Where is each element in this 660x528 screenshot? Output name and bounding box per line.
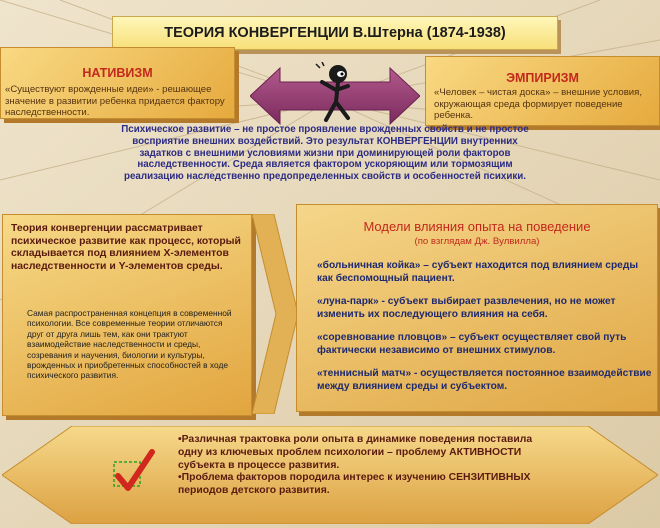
convergence-context: Самая распространенная концепция в современной психологии. Все современные теории отличаются друг от друга лишь тем, как они трактуют взаимодействие наследственности и среды, созревания и научения, биологии и культуры, врожденных и приобретенных способностей в ходе психического развития. [27,308,232,381]
convergence-theory-box [2,214,252,416]
chevron-connector-icon [252,214,298,414]
experience-models-box [296,204,658,412]
page-title: ТЕОРИЯ КОНВЕРГЕНЦИИ В.Штерна (1874-1938) [112,16,558,50]
model-item-amusement-park: «луна-парк» - субъект выбирает развлечения, но не может изменить их последующего влияния на себя. [317,296,616,320]
empiricism-heading: ЭМПИРИЗМ [506,71,579,85]
conclusion-line-sensitive: •Проблема факторов породила интерес к изучению СЕНЗИТИВНЫХ периодов детского развития. [178,472,531,497]
conclusion-text [178,434,538,498]
checkmark-icon [106,448,158,498]
empiricism-box [425,56,660,126]
empiricism-text: «Человек – чистая доска» – внешние условия, окружающая среда формирует поведение ребенка. [434,87,643,121]
models-heading: Модели влияния опыта на поведение [363,219,591,234]
model-item-hospital-bed: «больничная койка» – субъект находится под влиянием среды как беспомощный пациент. [317,260,639,284]
models-subheading: (по взглядам Дж. Вулвилла) [414,236,540,247]
model-item-tennis: «теннисный матч» - осуществляется постоянное взаимодействие между влиянием среды и субъектом. [317,368,652,392]
nativism-box [0,47,235,119]
convergence-definition: Теория конвергенции рассматривает психическое развитие как процесс, который складывается под влиянием Х-элементов наследственности и Y-элементов среды. [11,223,241,272]
nativism-heading: НАТИВИЗМ [82,66,153,80]
central-explanation: Психическое развитие – не простое проявление врожденных свойств и не простое восприятие внешних воздействий. Это результат КОНВЕРГЕНЦИИ внутренних задатков с внешними условиями жизни при доминирующей роли факторов наследственности. Среда является фактором ускоряющим или тормозящим реализацию наследственно предопределенных свойств и особенностей психики. [121,124,529,183]
thinking-man-icon [314,62,362,124]
conclusion-line-activity: •Различная трактовка роли опыта в динамике поведения поставила одну из ключевых проблем психологии – проблему АКТИВНОСТИ субъекта в процессе развития. [178,434,533,471]
model-item-swimmers: «соревнование пловцов» – субъект осуществляет свой путь фактически независимо от внешних стимулов. [317,332,627,356]
conclusion-box [2,426,658,524]
nativism-text: «Существуют врожденные идеи» - решающее значение в развитии ребенка придается фактору наследственности. [5,84,225,118]
